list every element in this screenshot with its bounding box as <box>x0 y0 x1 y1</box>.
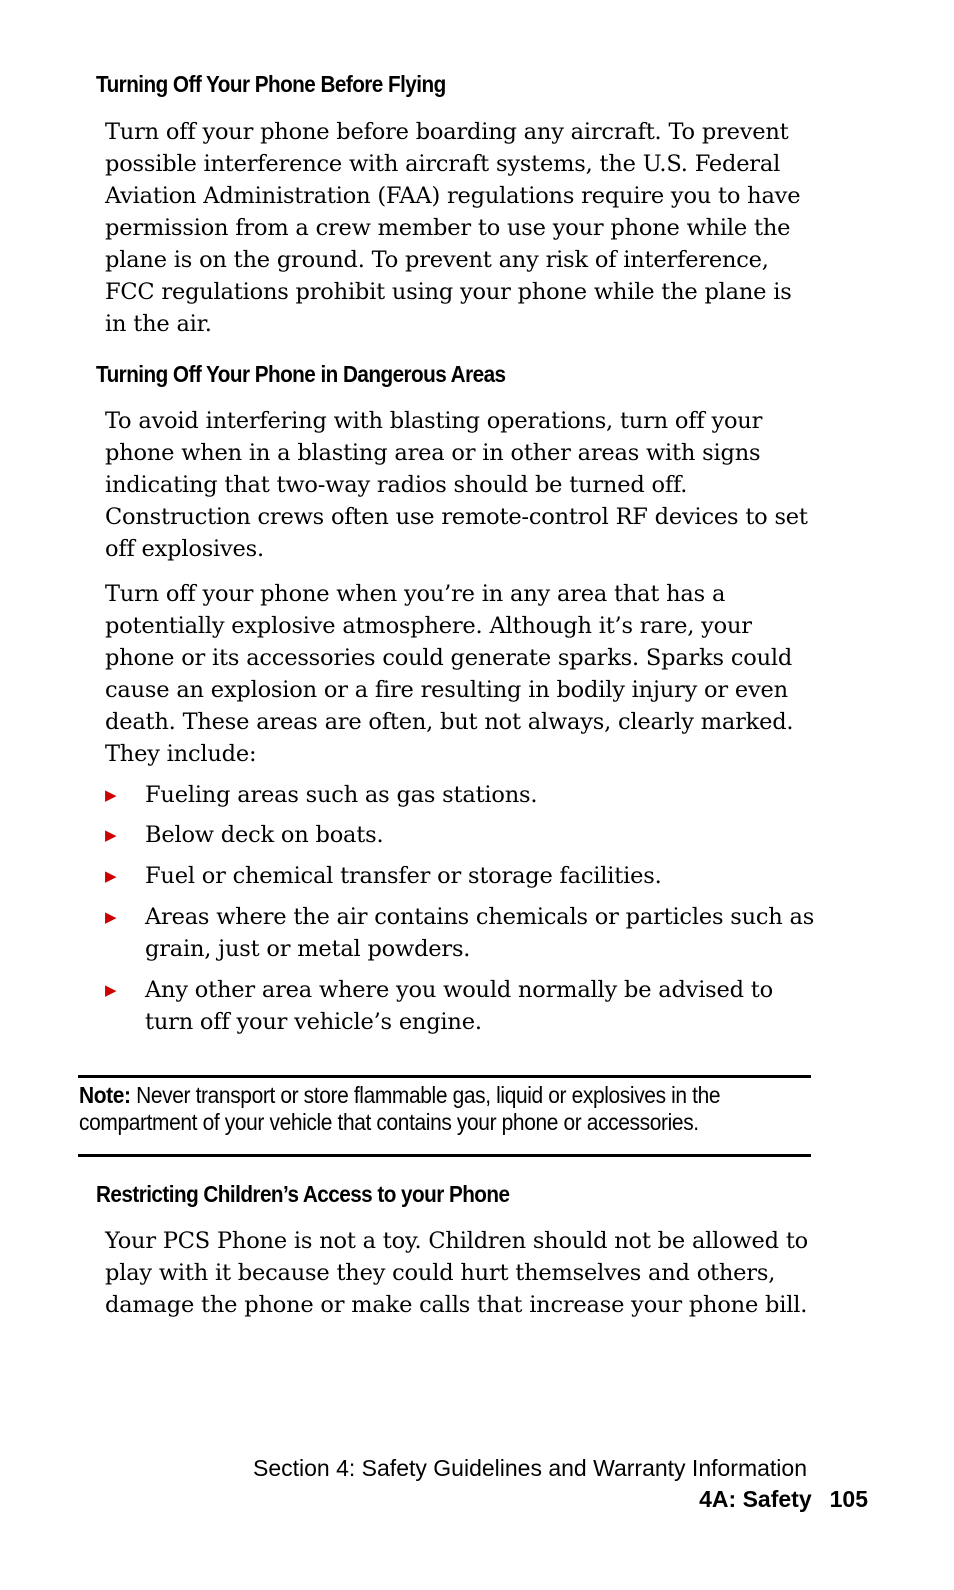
footer-page-info <box>699 1486 868 1513</box>
note-box <box>79 1082 771 1136</box>
list-item <box>105 901 815 965</box>
list-item <box>105 779 815 811</box>
paragraph-explosive-atmosphere: Turn off your phone when you’re in any area that has a potentially explosive atmosphere. Although it’s rare, your phone or its accessories could generate sparks. Sparks could cause an explosion or a fire resulting in bodily injury or even death. These areas are often, but not always, clearly marked. They include: <box>105 581 794 767</box>
note-top-rule <box>78 1075 811 1078</box>
paragraph-blasting: To avoid interfering with blasting operations, turn off your phone when in a blasting area or in other areas with signs indicating that two-way radios should be turned off. Construction crews often use remote-control RF devices to set off explosives. <box>105 408 808 562</box>
list-item-text: Fueling areas such as gas stations. <box>145 782 538 808</box>
footer-chapter: 4A: Safety <box>699 1486 812 1512</box>
right-triangle-icon: ▶ <box>105 867 117 885</box>
paragraph-flying: Turn off your phone before boarding any aircraft. To prevent possible interference with aircraft systems, the U.S. Federal Aviation Administration (FAA) regulations require you to have permission from a crew member to use your phone while the plane is on the ground. To prevent any risk of interference, FCC regulations prohibit using your phone while the plane is in the air. <box>105 119 801 337</box>
right-triangle-icon: ▶ <box>105 786 117 804</box>
list-item <box>105 974 815 1038</box>
section-heading-children: Restricting Children’s Access to your Phone <box>96 1181 510 1207</box>
note-text: Never transport or store flammable gas, liquid or explosives in the compartment of your vehicle that contains your phone or accessories. <box>79 1082 721 1135</box>
list-item-text: Any other area where you would normally be advised to turn off your vehicle’s engine. <box>145 977 773 1035</box>
note-bottom-rule <box>78 1154 811 1157</box>
page-number: 105 <box>829 1486 868 1512</box>
right-triangle-icon: ▶ <box>105 908 117 926</box>
right-triangle-icon: ▶ <box>105 826 117 844</box>
footer-section-title: Section 4: Safety Guidelines and Warranty Information <box>253 1455 807 1481</box>
list-item <box>105 819 815 851</box>
section-heading-dangerous-areas: Turning Off Your Phone in Dangerous Areas <box>96 361 506 387</box>
list-item <box>105 860 815 892</box>
paragraph-children: Your PCS Phone is not a toy. Children should not be allowed to play with it because they could hurt themselves and others, damage the phone or make calls that increase your phone bill. <box>105 1228 809 1318</box>
list-item-text: Areas where the air contains chemicals or particles such as grain, just or metal powders. <box>145 904 815 962</box>
right-triangle-icon: ▶ <box>105 981 117 999</box>
section-heading-flying: Turning Off Your Phone Before Flying <box>96 71 446 97</box>
list-item-text: Fuel or chemical transfer or storage facilities. <box>145 863 662 889</box>
list-item-text: Below deck on boats. <box>145 822 384 848</box>
note-label: Note: <box>79 1082 131 1108</box>
